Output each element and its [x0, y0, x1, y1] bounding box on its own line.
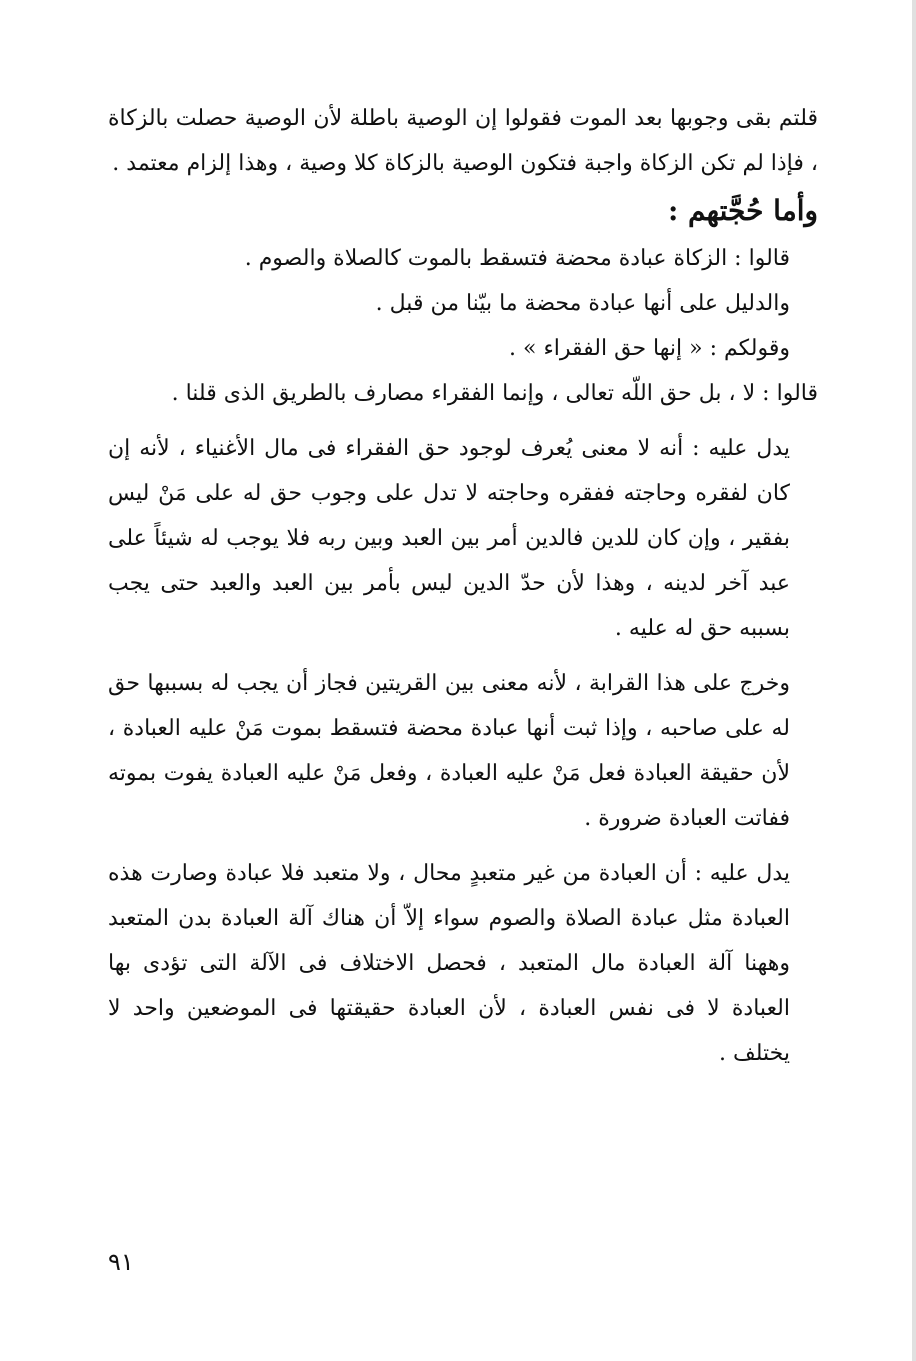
page-edge	[912, 0, 916, 1361]
paragraph-claim: قالوا : الزكاة عبادة محضة فتسقط بالموت كالصلاة والصوم .	[244, 246, 790, 271]
body-text	[108, 96, 818, 1076]
paragraph-argument-2: وخرج على هذا القرابة ، لأنه معنى بين القريتين فجاز أن يجب له بسببها حق له على صاحبه ، وإذا ثبت أنها عبادة محضة فتسقط بموت مَنْ عليه العبادة ، لأن حقيقة العبادة فعل مَنْ عليه العبادة ، وفعل مَنْ عليه العبادة يفوت بموته ففاتت العبادة ضرورة .	[108, 671, 790, 831]
paragraph-continuation: قلتم بقى وجوبها بعد الموت فقولوا إن الوصية باطلة لأن الوصية حصلت بالزكاة ، فإذا لم تكن الزكاة واجبة فتكون الوصية بالزكاة كلا وصية ، وهذا إلزام معتمد .	[108, 106, 818, 176]
section-heading: وأما حُجَّتهم :	[667, 194, 818, 227]
page-number: ٩١	[108, 1248, 134, 1276]
paragraph-evidence: والدليل على أنها عبادة محضة ما بيّنا من قبل .	[375, 291, 790, 316]
paragraph-argument-1: يدل عليه : أنه لا معنى يُعرف لوجود حق الفقراء فى مال الأغنياء ، لأنه إن كان لفقره وحاجته ففقره وحاجته لا تدل على وجوب حق له على مَنْ ليس بفقير ، وإن كان للدين فالدين أمر بين العبد وبين ربه فلا يوجب له شيئاً على عبد آخر لدينه ، وهذا لأن حدّ الدين ليس بأمر بين العبد والعبد حتى يجب بسببه حق له عليه .	[108, 436, 790, 641]
paragraph-quote: وقولكم : « إنها حق الفقراء » .	[509, 336, 790, 361]
paragraph-reply: قالوا : لا ، بل حق اللّه تعالى ، وإنما الفقراء مصارف بالطريق الذى قلنا .	[171, 381, 818, 406]
paragraph-argument-3: يدل عليه : أن العبادة من غير متعبدٍ محال ، ولا متعبد فلا عبادة وصارت هذه العبادة مثل عبادة الصلاة والصوم سواء إلاّ أن هناك آلة العبادة بدن المتعبد وههنا آلة العبادة مال المتعبد ، فحصل الاختلاف فى الآلة التى تؤدى بها العبادة لا فى نفس العبادة ، لأن العبادة حقيقتها فى الموضعين واحد لا يختلف .	[108, 861, 790, 1066]
